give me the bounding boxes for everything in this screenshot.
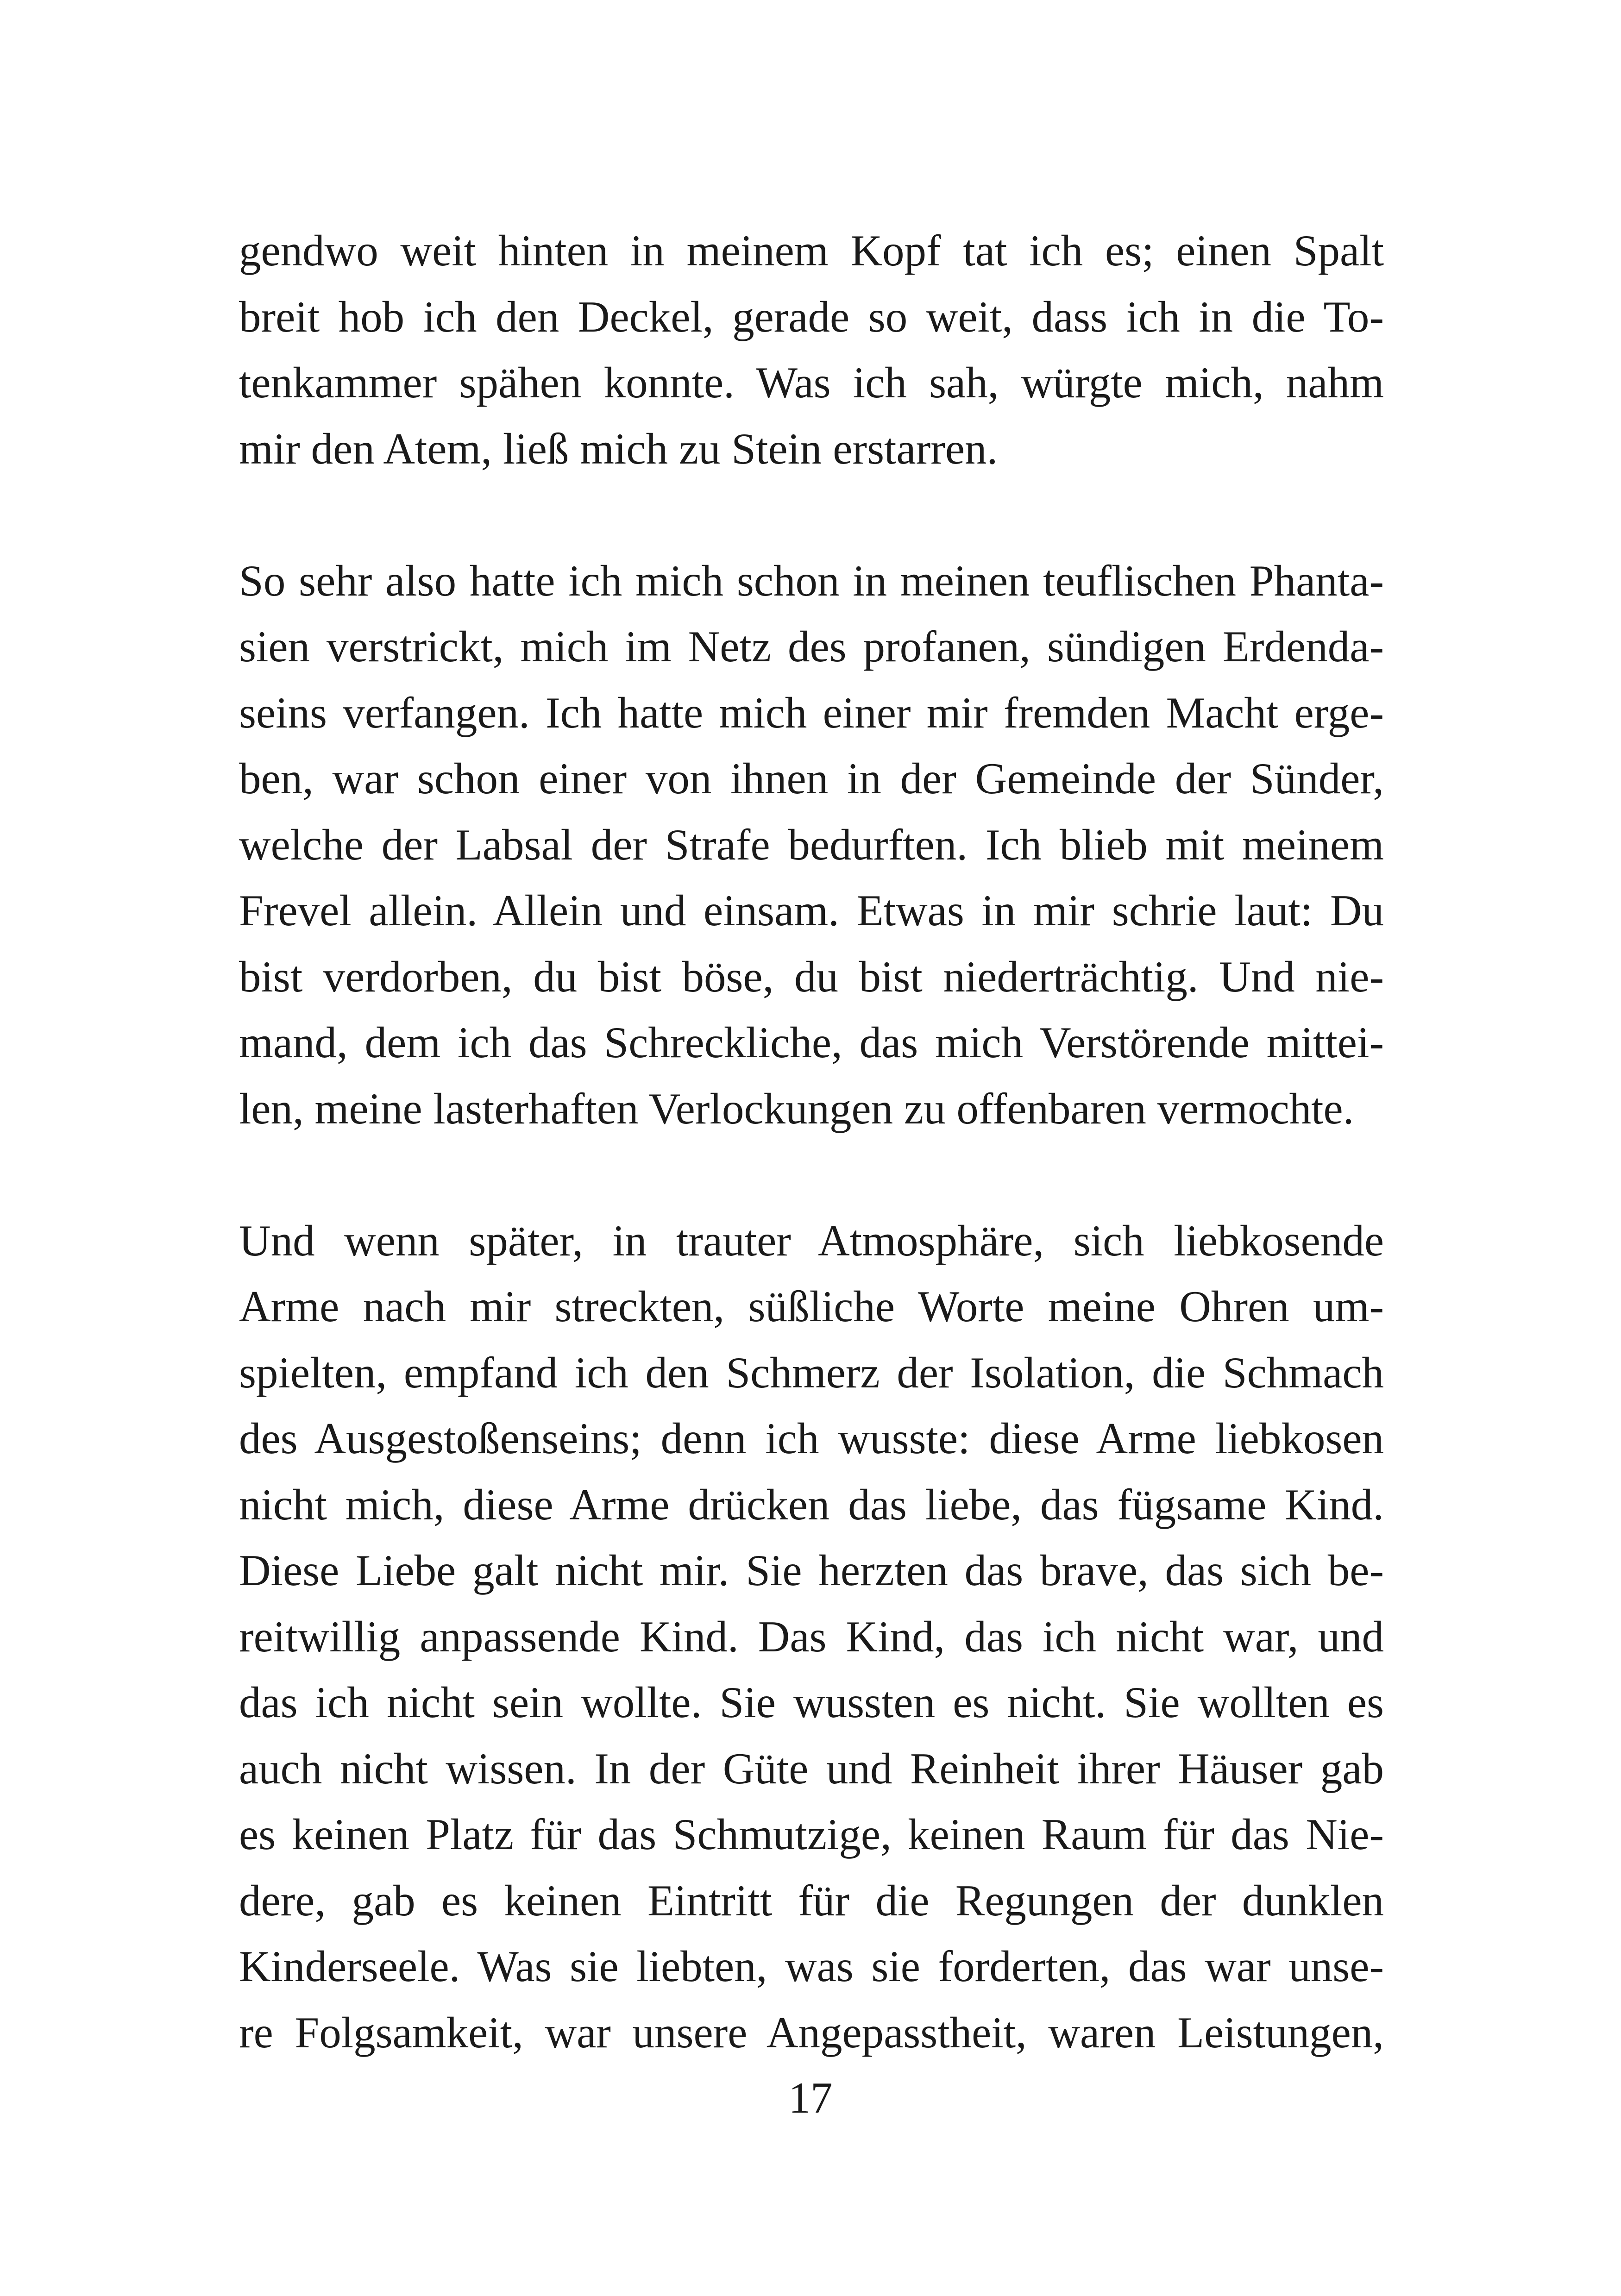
body-text: [239, 218, 1384, 2065]
text-line: Frevel allein. Allein und einsam. Etwas in mir schrie laut: Du: [239, 886, 1384, 935]
text-line: gendwo weit hinten in meinem Kopf tat ich es; einen Spalt: [239, 226, 1384, 275]
text-line: welche der Labsal der Strafe bedurften. Ich blieb mit meinem: [239, 820, 1384, 869]
text-line: mand, dem ich das Schreckliche, das mich Verstörende mittei-: [239, 1018, 1384, 1067]
text-line: tenkammer spähen konnte. Was ich sah, würgte mich, nahm: [239, 358, 1384, 407]
text-line: es keinen Platz für das Schmutzige, keinen Raum für das Nie-: [239, 1810, 1384, 1859]
text-line: das ich nicht sein wollte. Sie wussten es nicht. Sie wollten es: [239, 1678, 1384, 1727]
text-line: breit hob ich den Deckel, gerade so weit, dass ich in die To-: [239, 292, 1384, 341]
text-line: Kinderseele. Was sie liebten, was sie forderten, das war unse-: [239, 1942, 1384, 1991]
text-line: len, meine lasterhaften Verlockungen zu offenbaren vermochte.: [239, 1084, 1354, 1133]
text-line: seins verfangen. Ich hatte mich einer mir fremden Macht erge-: [239, 688, 1384, 737]
text-line: reitwillig anpassende Kind. Das Kind, das ich nicht war, und: [239, 1612, 1384, 1661]
text-line: Diese Liebe galt nicht mir. Sie herzten das brave, das sich be-: [239, 1546, 1384, 1595]
text-line: nicht mich, diese Arme drücken das liebe, das fügsame Kind.: [239, 1480, 1384, 1529]
paragraph-1: [239, 218, 1384, 482]
page-number: 17: [788, 2073, 833, 2122]
text-line: Und wenn später, in trauter Atmosphäre, sich liebkosende: [239, 1216, 1384, 1265]
text-line: ben, war schon einer von ihnen in der Gemeinde der Sünder,: [239, 754, 1384, 803]
text-line: re Folgsamkeit, war unsere Angepasstheit, waren Leistungen,: [239, 2007, 1384, 2057]
text-line: auch nicht wissen. In der Güte und Reinheit ihrer Häuser gab: [239, 1744, 1384, 1793]
paragraph-3: [239, 1208, 1384, 2066]
paragraph-2: [239, 548, 1384, 1142]
text-line: sien verstrickt, mich im Netz des profanen, sündigen Erdenda-: [239, 622, 1384, 671]
text-line: mir den Atem, ließ mich zu Stein erstarren.: [239, 424, 998, 473]
text-line: dere, gab es keinen Eintritt für die Regungen der dunklen: [239, 1876, 1384, 1925]
text-line: des Ausgestoßenseins; denn ich wusste: diese Arme liebkosen: [239, 1414, 1384, 1463]
text-line: So sehr also hatte ich mich schon in meinen teuflischen Phanta-: [239, 556, 1384, 605]
text-line: bist verdorben, du bist böse, du bist niederträchtig. Und nie-: [239, 952, 1384, 1001]
text-line: spielten, empfand ich den Schmerz der Isolation, die Schmach: [239, 1348, 1384, 1397]
text-line: Arme nach mir streckten, süßliche Worte meine Ohren um-: [239, 1282, 1384, 1331]
